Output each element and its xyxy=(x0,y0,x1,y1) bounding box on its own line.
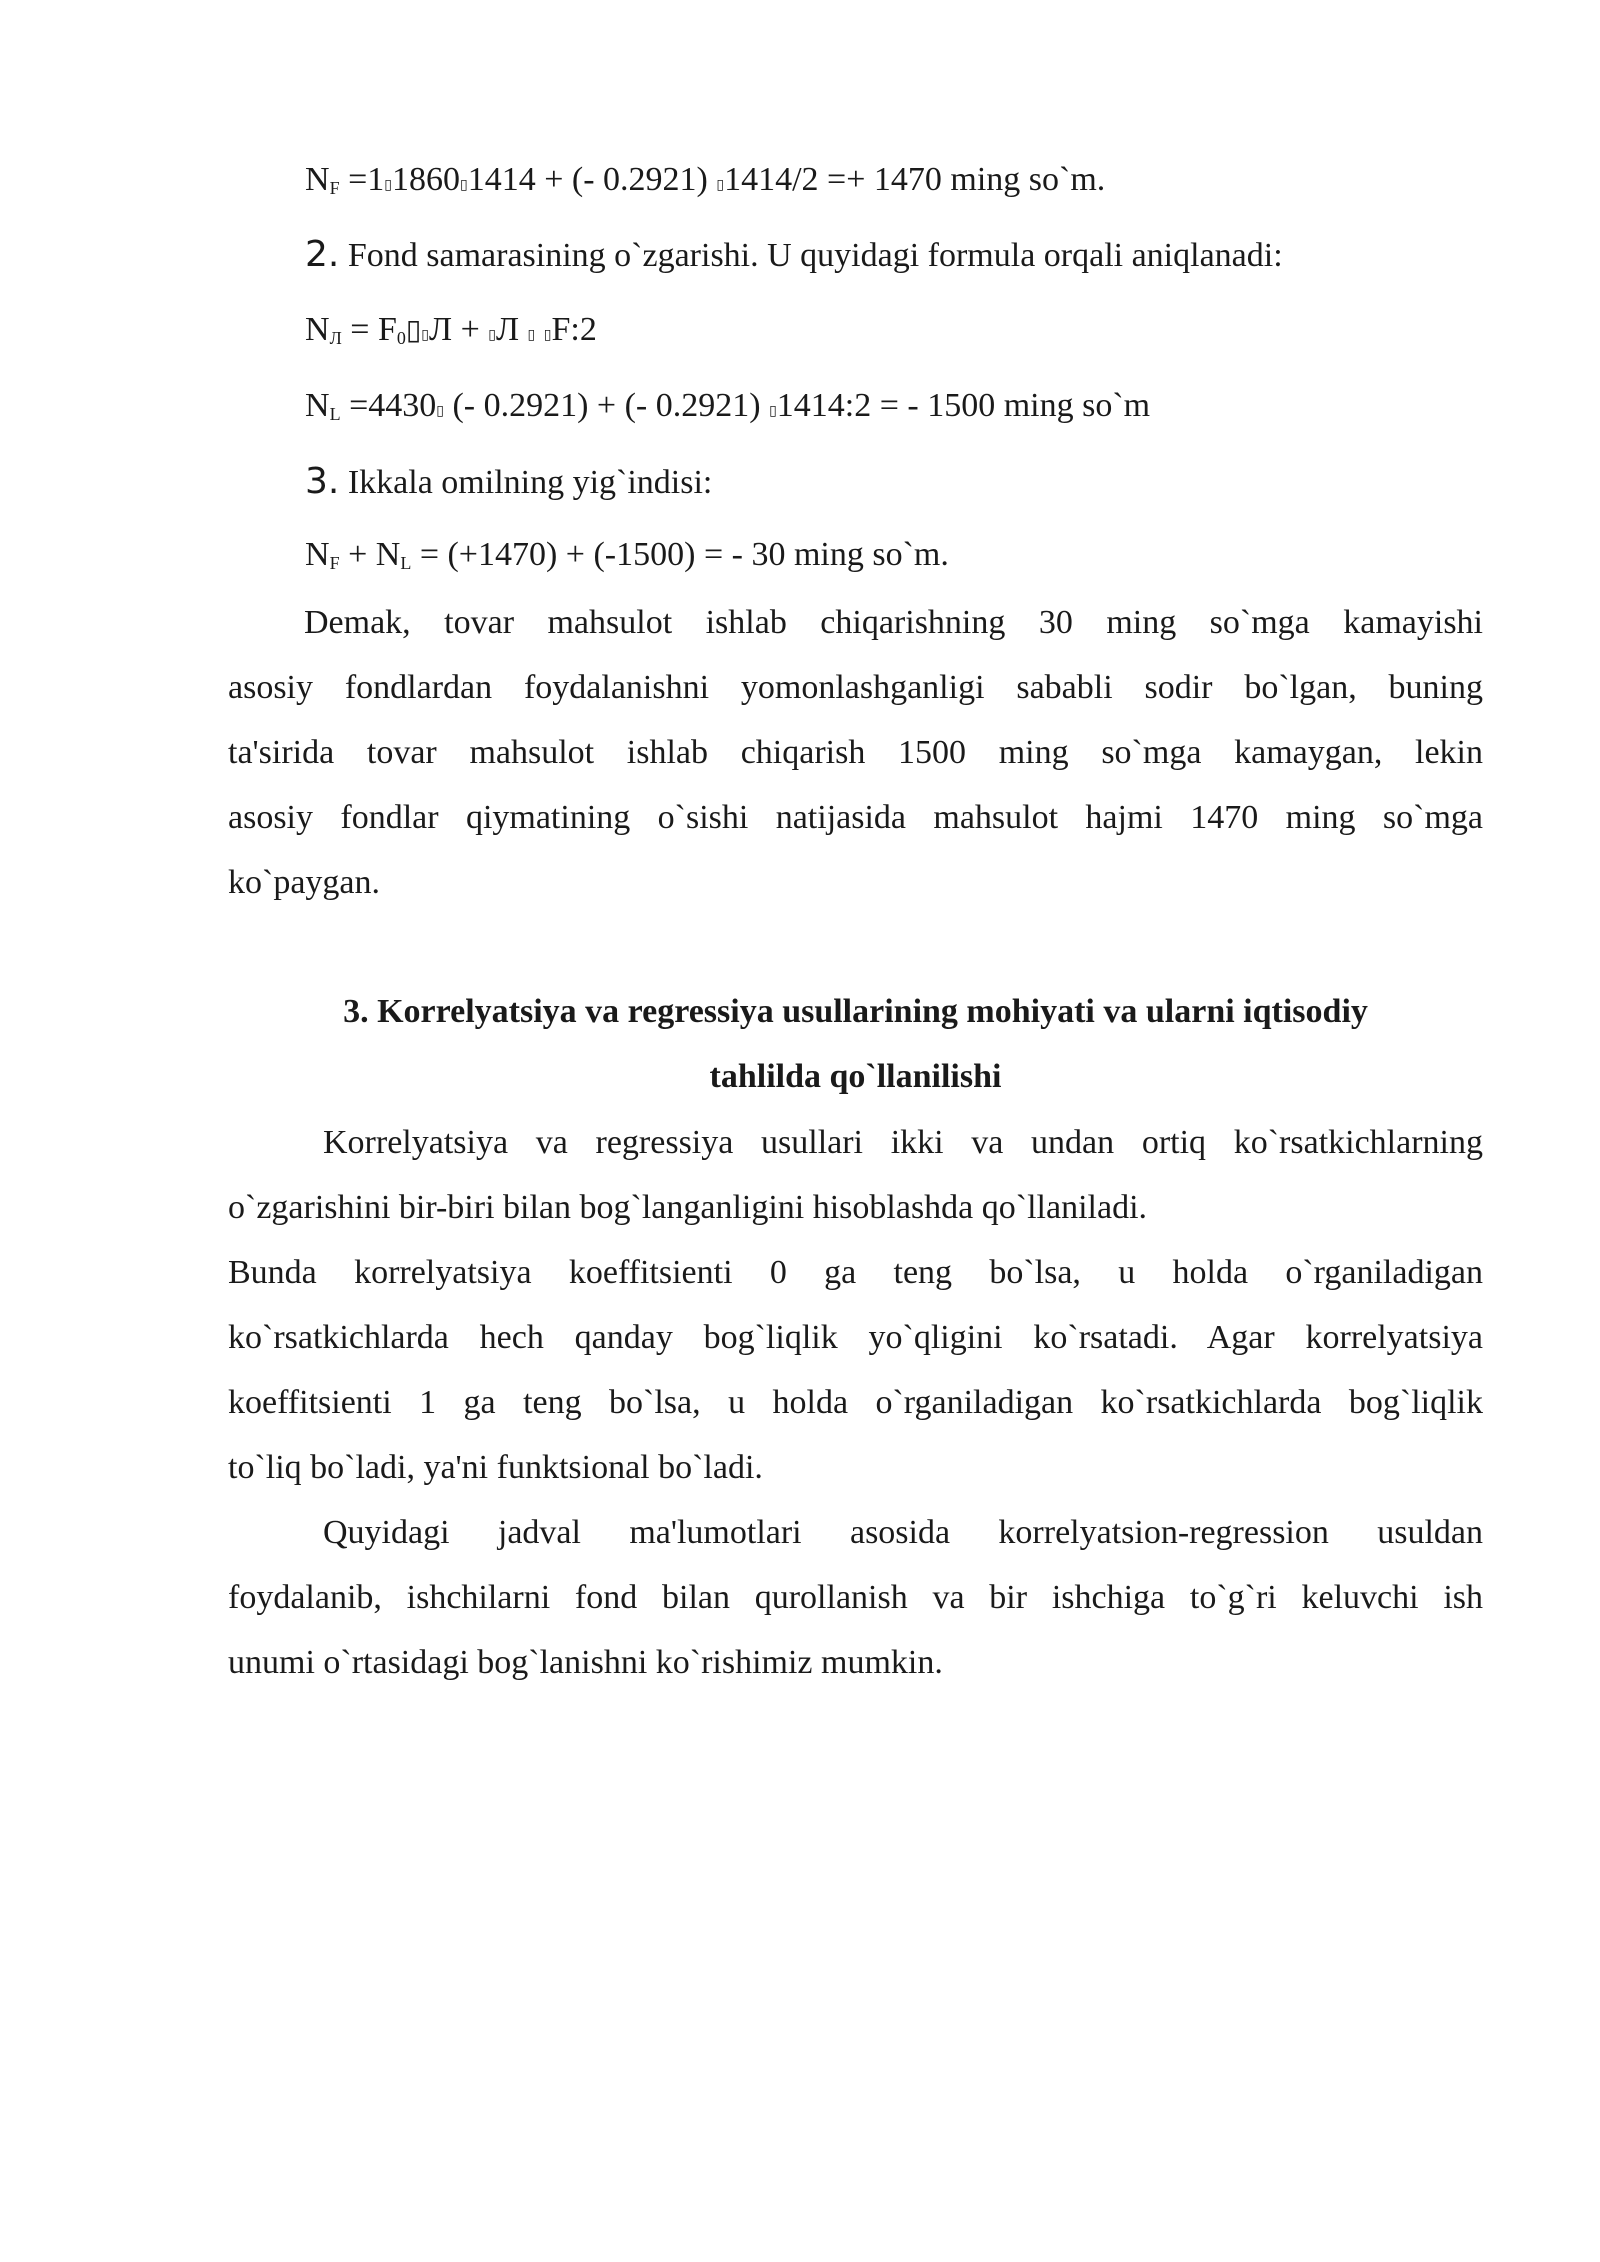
missing-glyph-icon: ▯ xyxy=(716,178,725,193)
formula-nl-computed: $N_L$ =4430▯ (- 0.2921) + (- 0.2921) ▯1414:2 = - 1500 ming so`m xyxy=(305,387,1151,424)
missing-glyph-icon: ▯ xyxy=(769,404,777,419)
missing-glyph-icon: ▯ xyxy=(488,328,496,343)
paragraph-correlation: Bunda korrelyatsiya koeffitsienti 0 ga teng bo`lsa, u holda o`rganiladigan ko`rsatkichlarda hech qanday bog`liqlik yo`qligini ko`rsatadi. Agar korrelyatsiya koeffitsienti 1 ga teng bo`lsa, u holda o`rganiladigan ko`rsatkichlarda bog`liqlik to`liq bo`ladi, ya'ni funktsional bo`ladi. xyxy=(228,1254,1483,1486)
paragraph-table-intro: Quyidagi jadval ma'lumotlari asosida korrelyatsion-regression usuldan foydalanib, ishchilarni fond bilan qurollanish va bir ishchiga to`g`ri keluvchi ish unumi o`rtasidagi bog`lanishni ko`rishimiz mumkin. xyxy=(228,1514,1483,1681)
missing-glyph-icon: ▯ xyxy=(436,404,444,419)
formula-nf: $N_F$ =1▯1860▯1414 + (- 0.2921) ▯1414/2 =+ 1470 ming so`m. xyxy=(305,161,1106,198)
missing-glyph-icon: ▯ xyxy=(459,178,468,193)
missing-glyph-icon: ▯ xyxy=(543,328,552,343)
formula-sum: $N_F + N_L = (+1470) + (-1500)$ = - 30 ming so`m. xyxy=(305,536,949,573)
missing-glyph-icon: ▯ xyxy=(527,328,536,343)
missing-glyph-icon: ▯ xyxy=(384,178,392,193)
missing-glyph-icon: ▯ xyxy=(405,315,422,346)
missing-glyph-icon: ▯ xyxy=(421,328,430,343)
paragraph-conclusion: Demak, tovar mahsulot ishlab chiqarishning 30 ming so`mga kamayishi asosiy fondlardan foydalanishni yomonlashganligi sababli sodir bo`lgan, buning ta'sirida tovar mahsulot ishlab chiqarish 1500 ming so`mga kamaygan, lekin asosiy fondlar qiymatining o`sishi natijasida mahsulot hajmi 1470 ming so`mga ko`paygan. xyxy=(228,604,1483,901)
paragraph-intro: Korrelyatsiya va regressiya usullari ikki va undan ortiq ko`rsatkichlarning o`zgarishini bir-biri bilan bog`langanligini hisoblashda qo`llaniladi. xyxy=(228,1124,1483,1226)
formula-nl-general: $N_Л$ = $F_0▯▯Л$ + ▯Л ▯ ▯F:2 xyxy=(305,311,597,348)
section-heading: 3. Korrelyatsiya va regressiya usullarining mohiyati va ularni iqtisodiy tahlilda qo`llanilishi xyxy=(343,993,1368,1095)
item-3: 3. Ikkala omilning yig`indisi: xyxy=(305,461,713,502)
item-2: 2. Fond samarasining o`zgarishi. U quyidagi formula orqali aniqlanadi: xyxy=(305,234,1283,275)
